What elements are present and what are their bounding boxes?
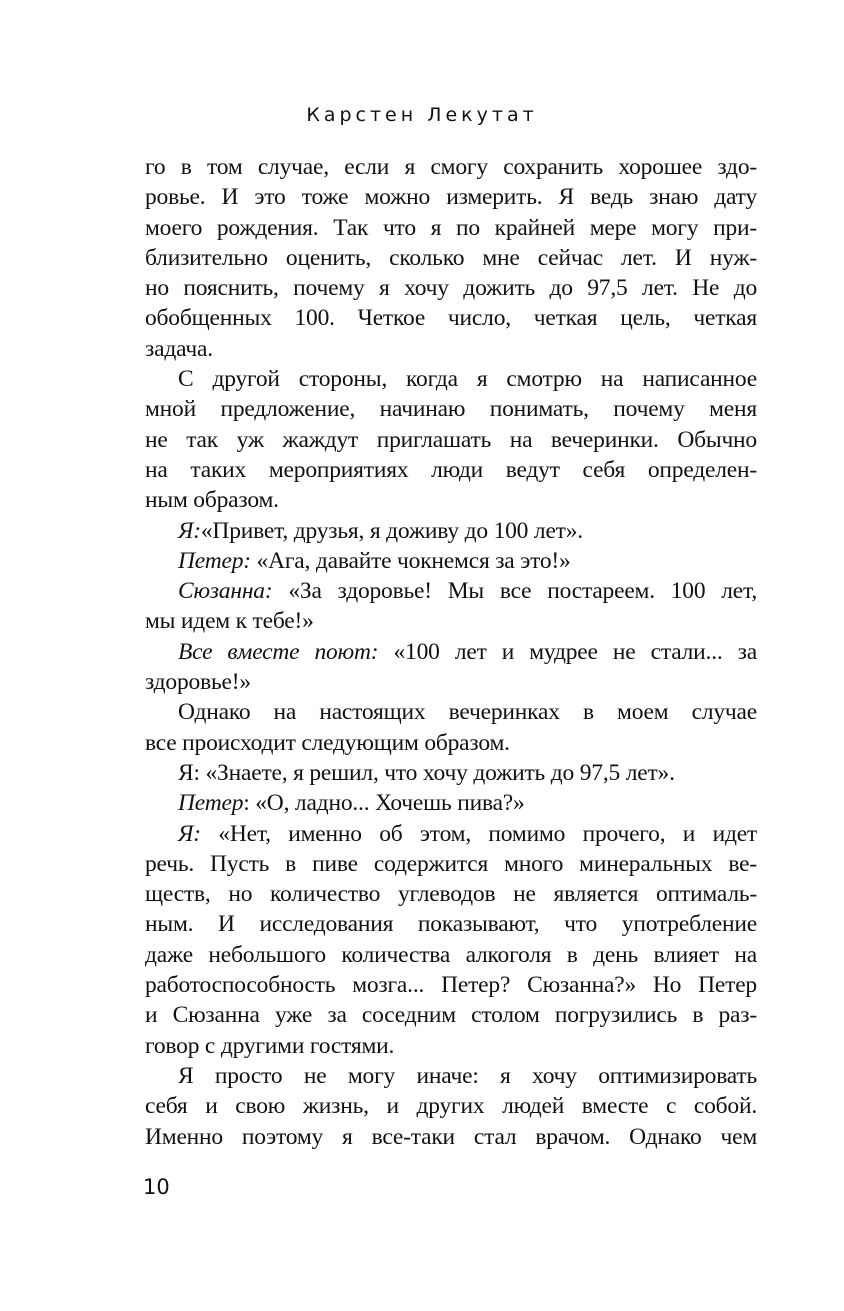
text-line	[145, 1061, 757, 1091]
text-line	[145, 334, 757, 364]
text-line	[145, 576, 757, 606]
text-line	[145, 243, 757, 273]
line-text: Я просто не могу иначе: я хочу оптимизировать	[178, 1062, 757, 1089]
speaker-label: Я:	[178, 820, 201, 847]
line-text: : «О, ладно... Хочешь пива?»	[243, 790, 525, 817]
line-text: но пояснить, почему я хочу дожить до 97,5 лет. Не до	[145, 275, 757, 302]
text-line	[145, 788, 757, 818]
line-text: «Ага, давайте чокнемся за это!»	[250, 547, 571, 574]
text-line	[145, 758, 757, 788]
line-text: Однако на настоящих вечеринках в моем случае	[178, 699, 757, 726]
text-line	[145, 425, 757, 455]
line-text: ществ, но количество углеводов не является оптималь-	[145, 881, 757, 908]
line-text: говор с другими гостями.	[145, 1032, 395, 1059]
text-line	[145, 273, 757, 303]
line-text: задача.	[145, 335, 213, 362]
text-line	[145, 819, 757, 849]
text-line	[145, 940, 757, 970]
text-line	[145, 1122, 757, 1152]
text-line	[145, 970, 757, 1000]
line-text: С другой стороны, когда я смотрю на написанное	[178, 366, 757, 393]
text-line	[145, 606, 757, 636]
line-text: го в том случае, если я смогу сохранить хорошее здо-	[145, 154, 757, 180]
line-text: ным образом.	[145, 487, 279, 514]
line-text: мной предложение, начинаю понимать, почему меня	[145, 396, 757, 423]
line-text: здоровье!»	[145, 669, 251, 696]
text-line	[145, 728, 757, 758]
line-text: «Привет, друзья, я доживу до 100 лет».	[200, 517, 583, 544]
speaker-label: Я:	[178, 517, 201, 544]
text-line	[145, 213, 757, 243]
text-line	[145, 1091, 757, 1121]
running-head: Карстен Лекутат	[306, 104, 538, 126]
line-text: все происходит следующим образом.	[145, 729, 510, 756]
line-text: обобщенных 100. Четкое число, четкая цель, четкая	[145, 305, 757, 332]
text-line	[145, 1031, 757, 1061]
text-line	[145, 485, 757, 515]
text-line	[145, 1000, 757, 1030]
text-line	[145, 879, 757, 909]
text-line	[145, 849, 757, 879]
text-line	[145, 546, 757, 576]
line-text: моего рождения. Так что я по крайней мере могу при-	[145, 214, 757, 241]
line-text: мы идем к тебе!»	[145, 608, 314, 635]
page-number: 10	[143, 1175, 170, 1199]
text-line	[145, 667, 757, 697]
text-line	[145, 637, 757, 667]
line-text: Именно поэтому я все-таки стал врачом. Однако чем	[145, 1123, 757, 1150]
text-line	[145, 455, 757, 485]
text-line	[145, 303, 757, 333]
text-line	[145, 152, 757, 182]
line-text: и Сюзанна уже за соседним столом погрузились в раз-	[145, 1002, 757, 1029]
text-line	[145, 182, 757, 212]
line-text: Я: «Знаете, я решил, что хочу дожить до 97,5 лет».	[178, 759, 675, 786]
line-text: «За здоровье! Мы все постареем. 100 лет,	[272, 578, 757, 605]
speaker-label: Все вместе поют:	[178, 638, 379, 665]
text-line	[145, 909, 757, 939]
line-text: ным. И исследования показывают, что употребление	[145, 911, 757, 938]
body-text	[145, 152, 757, 1152]
speaker-label: Петер:	[178, 547, 251, 574]
text-line	[145, 516, 757, 546]
line-text: «Нет, именно об этом, помимо прочего, и идет	[200, 820, 757, 847]
speaker-label: Сюзанна:	[178, 578, 273, 605]
text-line	[145, 394, 757, 424]
line-text: работоспособность мозга... Петер? Сюзанна?» Но Петер	[145, 972, 757, 999]
line-text: близительно оценить, сколько мне сейчас лет. И нуж-	[145, 244, 757, 271]
line-text: на таких мероприятиях люди ведут себя определен-	[145, 456, 757, 483]
line-text: «100 лет и мудрее не стали... за	[378, 638, 757, 665]
line-text: даже небольшого количества алкоголя в день влияет на	[145, 941, 757, 968]
text-line	[145, 697, 757, 727]
speaker-label: Петер	[178, 790, 244, 817]
line-text: речь. Пусть в пиве содержится много минеральных ве-	[145, 850, 757, 877]
line-text: ровье. И это тоже можно измерить. Я ведь знаю дату	[145, 184, 757, 211]
text-line	[145, 364, 757, 394]
line-text: себя и свою жизнь, и других людей вместе с собой.	[145, 1093, 757, 1120]
line-text: не так уж жаждут приглашать на вечеринки. Обычно	[145, 426, 757, 453]
